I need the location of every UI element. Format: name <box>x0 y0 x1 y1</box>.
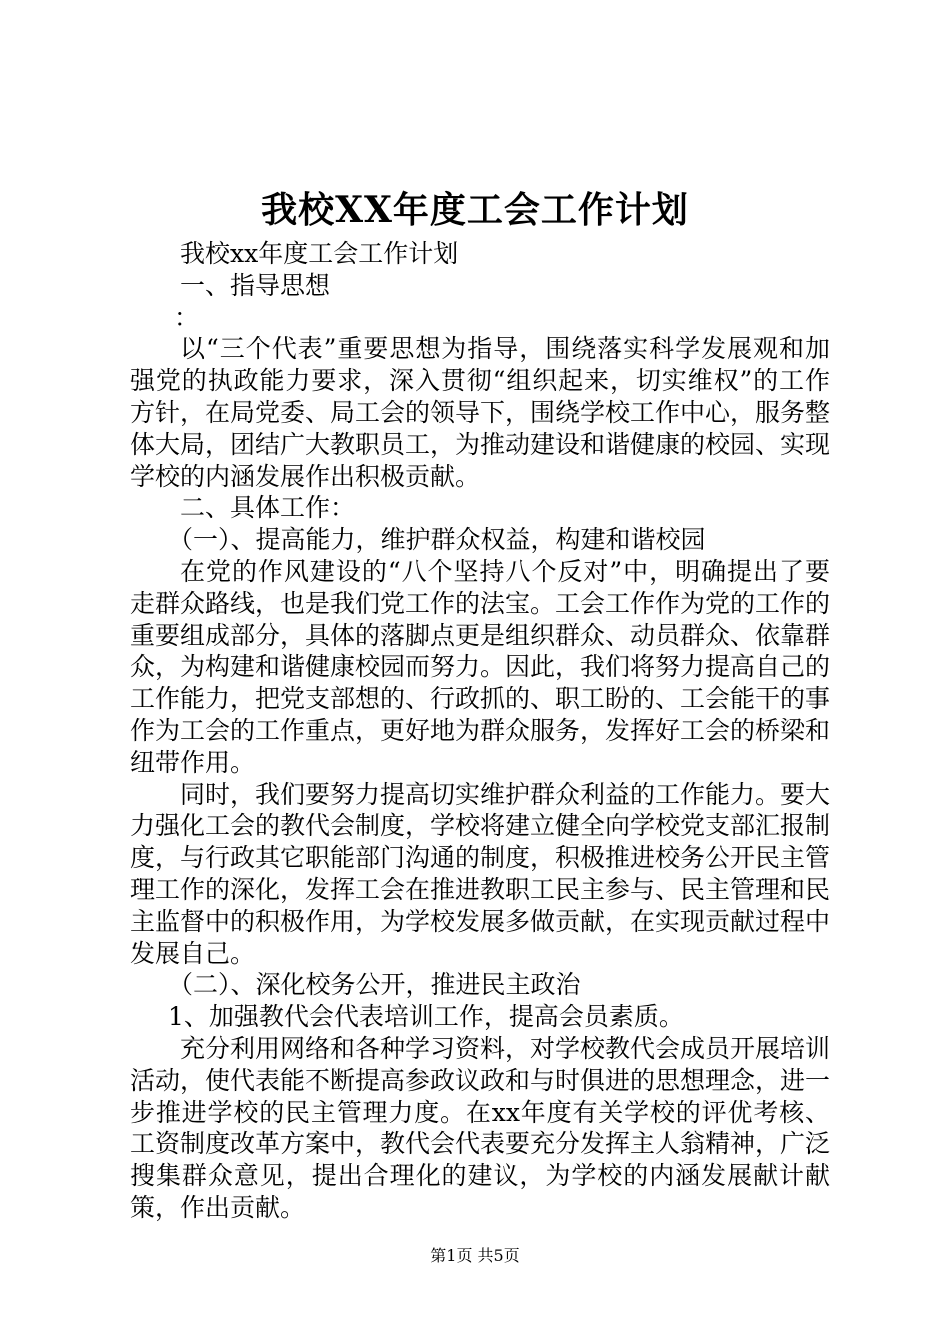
document-body <box>130 238 830 1224</box>
paragraph-party-style: 在党的作风建设的“八个坚持八个反对”中，明确提出了要走群众路线，也是我们党工作的法宝。工会工作作为党的工作的重要组成部分，具体的落脚点更是组织群众、动员群众、依靠群众，为构建和谐健康校园而努力。因此，我们将努力提高自己的工作能力，把党支部想的、行政抓的、职工盼的、工会能干的事作为工会的工作重点，更好地为群众服务，发挥好工会的桥梁和纽带作用。 <box>130 556 831 777</box>
document-title: 我校XX年度工会工作计划 <box>261 189 689 231</box>
subheading-improve-ability: （一）、提高能力，维护群众权益，构建和谐校园 <box>168 525 706 555</box>
heading-guiding-thought: 一、指导思想 <box>180 270 331 300</box>
item-training: 1、加强教代会代表培训工作，提高会员素质。 <box>168 1002 684 1032</box>
subheading-school-affairs: （二）、深化校务公开，推进民主政治 <box>168 970 581 1000</box>
subtitle-line: 我校xx年度工会工作计划 <box>180 239 459 268</box>
paragraph-interests: 同时，我们要努力提高切实维护群众利益的工作能力。要大力强化工会的教代会制度，学校将建立健全向学校党支部汇报制度，与行政其它职能部门沟通的制度，积极推进校务公开民主管理工作的深化，发挥工会在推进教职工民主参与、民主管理和民主监督中的积极作用，为学校发展多做贡献，在实现贡献过程中发展自己。 <box>130 779 831 968</box>
colon-line: ： <box>174 302 200 332</box>
paragraph-network-learning: 充分利用网络和各种学习资料，对学校教代会成员开展培训活动，使代表能不断提高参政议政和与时俱进的思想理念，进一步推进学校的民主管理力度。在xx年度有关学校的评优考核、工资制度改革方案中，教代会代表要充分发挥主人翁精神，广泛搜集群众意见，提出合理化的建议，为学校的内涵发展献计献策，作出贡献。 <box>130 1033 831 1222</box>
paragraph-guiding-thought: 以“三个代表”重要思想为指导，围绕落实科学发展观和加强党的执政能力要求，深入贯彻“组织起来，切实维权”的工作方针，在局党委、局工会的领导下，围绕学校工作中心，服务整体大局，团结广大教职员工，为推动建设和谐健康的校园、实现学校的内涵发展作出积极贡献。 <box>130 334 831 491</box>
heading-specific-work: 二、具体工作： <box>180 493 356 523</box>
page-footer: 第1页 共5页 <box>430 1246 520 1265</box>
